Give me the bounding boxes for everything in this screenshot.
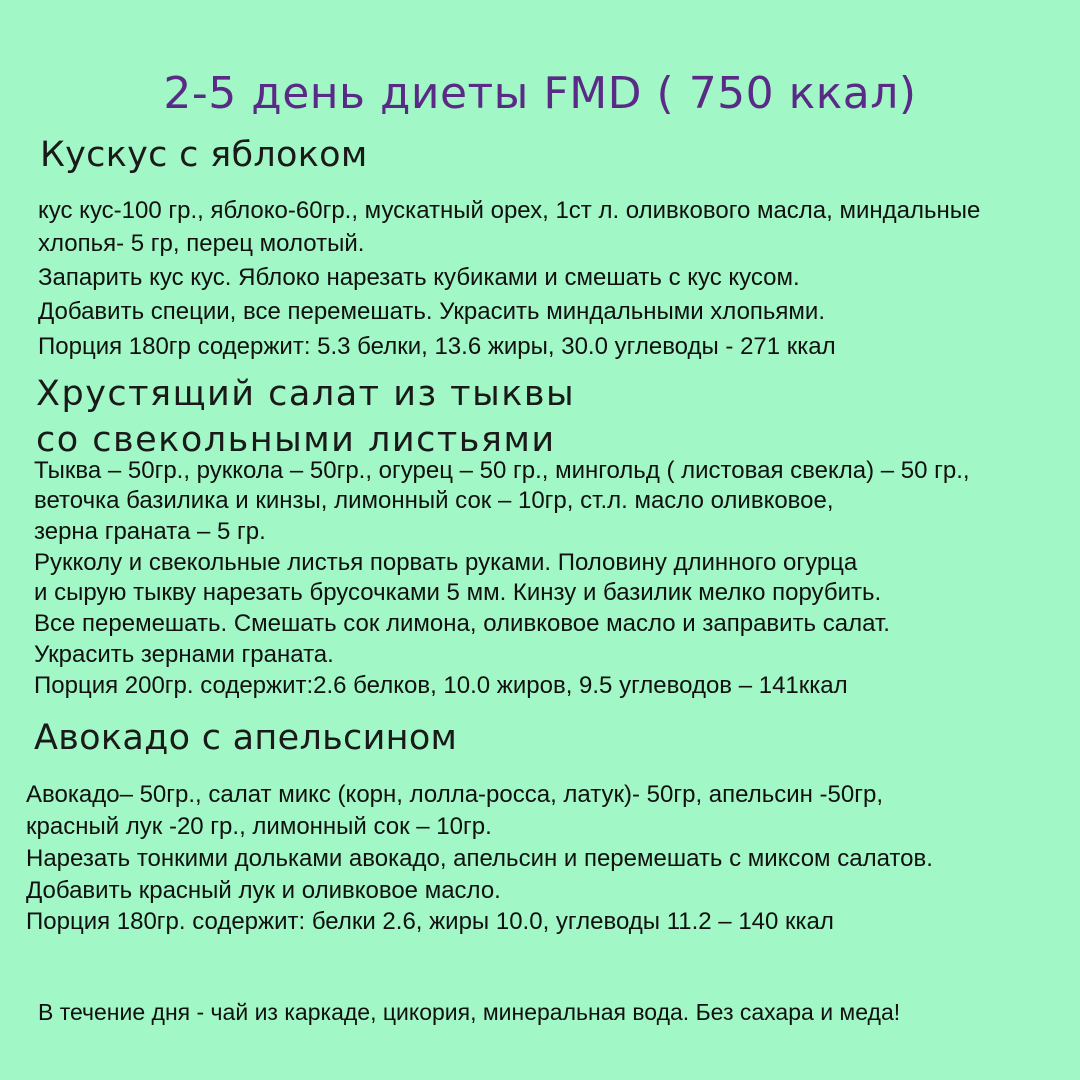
recipe-2-line-5: и сырую тыкву нарезать брусочками 5 мм. Кинзу и базилик мелко порубить. xyxy=(34,579,882,606)
recipe-1-line-3: Запарить кус кус. Яблоко нарезать кубиками и смешать с кус кусом. xyxy=(38,264,800,291)
recipe-1-line-4: Добавить специи, все перемешать. Украсить миндальными хлопьями. xyxy=(38,298,825,325)
recipe-3-heading: Авокадо с апельсином xyxy=(34,718,458,758)
recipe-2-line-7: Украсить зернами граната. xyxy=(34,641,334,668)
recipe-3-line-1: Авокадо– 50гр., салат микс (корн, лолла-росса, латук)- 50гр, апельсин -50гр, xyxy=(26,781,883,808)
recipe-1-line-5: Порция 180гр содержит: 5.3 белки, 13.6 жиры, 30.0 углеводы - 271 ккал xyxy=(38,333,836,360)
recipe-2-heading-line-1: Хрустящий салат из тыквы xyxy=(36,374,576,414)
recipe-3-line-2: красный лук -20 гр., лимонный сок – 10гр. xyxy=(26,813,492,840)
recipe-1-line-1: кус кус-100 гр., яблоко-60гр., мускатный орех, 1ст л. оливкового масла, миндальные xyxy=(38,197,981,224)
recipe-2-line-4: Рукколу и свекольные листья порвать руками. Половину длинного огурца xyxy=(34,549,858,576)
recipe-2-line-1: Тыква – 50гр., руккола – 50гр., огурец – 50 гр., мингольд ( листовая свекла) – 50 гр., xyxy=(34,457,970,484)
recipe-2-line-8: Порция 200гр. содержит:2.6 белков, 10.0 жиров, 9.5 углеводов – 141ккал xyxy=(34,672,848,699)
recipe-3-line-5: Порция 180гр. содержит: белки 2.6, жиры 10.0, углеводы 11.2 – 140 ккал xyxy=(26,908,834,935)
page-title: 2-5 день диеты FMD ( 750 ккал) xyxy=(163,68,917,119)
recipe-1-line-2: хлопья- 5 гр, перец молотый. xyxy=(38,230,365,257)
recipe-2-line-6: Все перемешать. Смешать сок лимона, оливковое масло и заправить салат. xyxy=(34,610,890,637)
recipe-3-line-3: Нарезать тонкими дольками авокадо, апельсин и перемешать с миксом салатов. xyxy=(26,845,933,872)
recipe-2-line-3: зерна граната – 5 гр. xyxy=(34,518,266,545)
recipe-2-heading-line-2: со свекольными листьями xyxy=(36,420,556,460)
footer-note: В течение дня - чай из каркаде, цикория, минеральная вода. Без сахара и меда! xyxy=(38,999,901,1025)
recipe-2-line-2: веточка базилика и кинзы, лимонный сок – 10гр, ст.л. масло оливковое, xyxy=(34,487,834,514)
recipe-3-line-4: Добавить красный лук и оливковое масло. xyxy=(26,877,501,904)
recipe-1-heading: Кускус с яблоком xyxy=(40,135,368,175)
